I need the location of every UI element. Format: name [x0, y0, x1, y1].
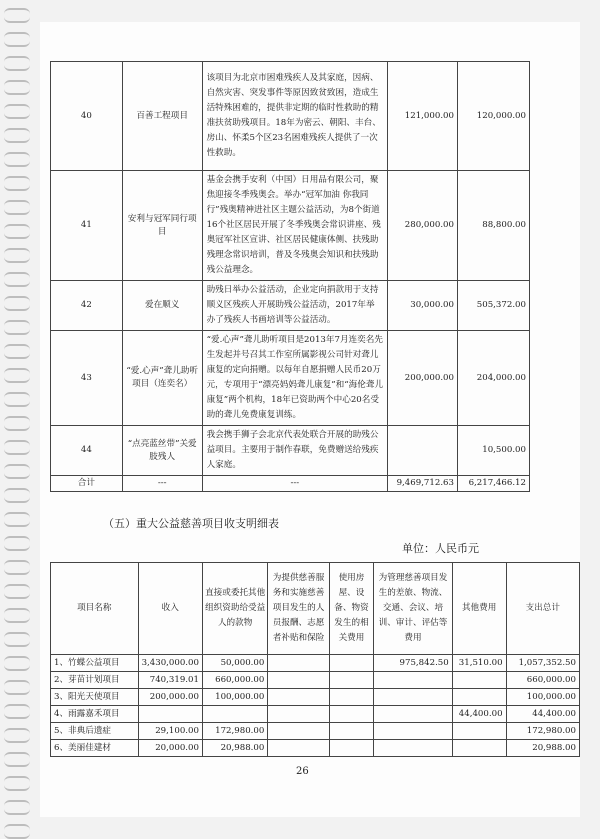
- binder-ring: [4, 440, 30, 455]
- amount-cell: 20,000.00: [138, 740, 202, 757]
- column-header: 收入: [138, 563, 202, 655]
- amount-cell: 50,000.00: [202, 655, 267, 672]
- binder-ring: [4, 368, 30, 383]
- binder-ring: [4, 776, 30, 791]
- project-table: [50, 61, 530, 492]
- amount-cell: [268, 723, 329, 740]
- amount-cell: [202, 706, 267, 723]
- binder-ring: [4, 464, 30, 479]
- binder-ring: [4, 32, 30, 47]
- amount-cell: [374, 689, 453, 706]
- amount-cell: 200,000.00: [138, 689, 202, 706]
- amount-income: [388, 426, 458, 476]
- total-income: 9,469,712.63: [388, 476, 458, 492]
- binder-ring: [4, 704, 30, 719]
- amount-cell: 31,510.00: [452, 655, 506, 672]
- amount-cell: 44,400.00: [506, 706, 579, 723]
- binder-ring: [4, 272, 30, 287]
- table-row: [51, 740, 580, 757]
- column-header: 项目名称: [51, 563, 139, 655]
- binder-ring: [4, 248, 30, 263]
- project-name: 安利与冠军同行项目: [122, 171, 202, 281]
- section-title: （五）重大公益慈善项目收支明细表: [103, 517, 279, 530]
- binder-ring: [4, 824, 30, 839]
- binder-ring: [4, 152, 30, 167]
- project-name: 3、阳光天使项目: [51, 689, 139, 706]
- amount-expense: 120,000.00: [458, 62, 530, 171]
- amount-cell: 660,000.00: [506, 672, 579, 689]
- amount-cell: [268, 740, 329, 757]
- table-row: [51, 171, 530, 281]
- amount-cell: [329, 723, 374, 740]
- project-name: 爱在顺义: [122, 281, 202, 331]
- amount-cell: [268, 672, 329, 689]
- binder-ring: [4, 728, 30, 743]
- amount-cell: 29,100.00: [138, 723, 202, 740]
- project-name: 百善工程项目: [122, 62, 202, 171]
- amount-cell: 44,400.00: [452, 706, 506, 723]
- binder-ring: [4, 536, 30, 551]
- amount-cell: 3,430,000.00: [138, 655, 202, 672]
- binder-ring: [4, 344, 30, 359]
- page-number: 26: [296, 766, 309, 777]
- amount-cell: [452, 723, 506, 740]
- binder-ring: [4, 296, 30, 311]
- table-row: [51, 723, 580, 740]
- amount-expense: 204,000.00: [458, 331, 530, 426]
- table-row: [51, 62, 530, 171]
- unit-label: 单位：人民币元: [402, 542, 479, 555]
- amount-cell: [452, 672, 506, 689]
- amount-cell: [329, 706, 374, 723]
- row-number: 44: [51, 426, 123, 476]
- amount-cell: 20,988.00: [202, 740, 267, 757]
- amount-cell: [374, 723, 453, 740]
- project-name: 5、非典后遗症: [51, 723, 139, 740]
- binder-ring: [4, 80, 30, 95]
- binder-ring: [4, 224, 30, 239]
- binder-ring: [4, 56, 30, 71]
- row-number: 43: [51, 331, 123, 426]
- project-description: 我会携手狮子会北京代表处联合开展的助残公益项目。主要用于制作春联，免费赠送给残疾人家庭。: [202, 426, 387, 476]
- row-number: 42: [51, 281, 123, 331]
- binder-ring: [4, 128, 30, 143]
- major-project-table: [50, 562, 580, 757]
- column-header: 使用房屋、设备、物资发生的相关费用: [329, 563, 374, 655]
- table-row: [51, 426, 530, 476]
- column-header: 为提供慈善服务和实施慈善项目发生的人员报酬、志愿者补贴和保险: [268, 563, 329, 655]
- binder-ring: [4, 656, 30, 671]
- binder-ring: [4, 104, 30, 119]
- amount-cell: [329, 740, 374, 757]
- total-row: [51, 476, 530, 492]
- amount-cell: 740,319.01: [138, 672, 202, 689]
- binder-ring: [4, 416, 30, 431]
- binder-ring: [4, 752, 30, 767]
- project-description: 基金会携手安利（中国）日用品有限公司，聚焦迎接冬季残奥会。举办“冠军加油 你我同行”残奥精神进社区主题公益活动，为8个街道16个社区居民开展了冬季残奥会常识讲座、残奥冠军社区宣讲、社区居民健康体侧、扶残助残理念常识培训，普及冬残奥会知识和扶残助残公益理念。: [202, 171, 387, 281]
- binder-spine: [0, 0, 36, 825]
- amount-cell: [374, 740, 453, 757]
- total-expense: 6,217,466.12: [458, 476, 530, 492]
- amount-income: 121,000.00: [388, 62, 458, 171]
- binder-ring: [4, 800, 30, 815]
- amount-cell: [268, 655, 329, 672]
- amount-income: 200,000.00: [388, 331, 458, 426]
- column-header: 为管理慈善项目发生的差旅、物流、交通、会议、培训、审计、评估等费用: [374, 563, 453, 655]
- amount-income: 30,000.00: [388, 281, 458, 331]
- amount-cell: [452, 740, 506, 757]
- amount-cell: [374, 672, 453, 689]
- row-number: 40: [51, 62, 123, 171]
- amount-cell: [138, 706, 202, 723]
- column-header: 直接或委托其他组织资助给受益人的款物: [202, 563, 267, 655]
- table-row: [51, 672, 580, 689]
- table-row: [51, 281, 530, 331]
- binder-ring: [4, 8, 30, 23]
- binder-ring: [4, 632, 30, 647]
- amount-cell: 1,057,352.50: [506, 655, 579, 672]
- project-name: 6、美丽佳建材: [51, 740, 139, 757]
- total-dash: ---: [202, 476, 387, 492]
- binder-ring: [4, 512, 30, 527]
- amount-expense: 505,372.00: [458, 281, 530, 331]
- table-row: [51, 706, 580, 723]
- project-name: “爱.心声”聋儿助听项目（连奕名）: [122, 331, 202, 426]
- project-name: 4、雨露嘉禾项目: [51, 706, 139, 723]
- project-description: “爱.心声”聋儿助听项目是2013年7月连奕名先生发起并号召其工作室所属影视公司针对聋儿康复的定向捐赠。以每年自愿捐赠人民币20万元，专项用于“漂亮妈妈聋儿康复”和“海伦聋儿康复”两个机构，18年已资助两个中心20名受助的聋儿免费康复训练。: [202, 331, 387, 426]
- column-header: 其他费用: [452, 563, 506, 655]
- amount-cell: [268, 689, 329, 706]
- binder-ring: [4, 560, 30, 575]
- binder-ring: [4, 392, 30, 407]
- amount-expense: 88,800.00: [458, 171, 530, 281]
- column-header: 支出总计: [506, 563, 579, 655]
- amount-cell: [374, 706, 453, 723]
- amount-cell: 172,980.00: [202, 723, 267, 740]
- table-row: [51, 655, 580, 672]
- table-row: [51, 689, 580, 706]
- total-label: 合计: [51, 476, 123, 492]
- total-dash: ---: [122, 476, 202, 492]
- row-number: 41: [51, 171, 123, 281]
- amount-expense: 10,500.00: [458, 426, 530, 476]
- amount-cell: 100,000.00: [202, 689, 267, 706]
- project-description: 助残日举办公益活动，企业定向捐款用于支持顺义区残疾人开展助残公益活动，2017年举办了残疾人书画培训等公益活动。: [202, 281, 387, 331]
- amount-cell: [452, 689, 506, 706]
- amount-cell: [329, 672, 374, 689]
- binder-ring: [4, 584, 30, 599]
- binder-ring: [4, 488, 30, 503]
- project-name: 2、芽苗计划项目: [51, 672, 139, 689]
- amount-cell: 975,842.50: [374, 655, 453, 672]
- project-name: 1、竹蝶公益项目: [51, 655, 139, 672]
- amount-cell: [329, 689, 374, 706]
- amount-cell: [329, 655, 374, 672]
- amount-cell: [268, 706, 329, 723]
- project-name: “点亮蓝丝带”关爱肢残人: [122, 426, 202, 476]
- amount-cell: 20,988.00: [506, 740, 579, 757]
- binder-ring: [4, 200, 30, 215]
- amount-cell: 660,000.00: [202, 672, 267, 689]
- amount-income: 280,000.00: [388, 171, 458, 281]
- project-description: 该项目为北京市困难残疾人及其家庭，因病、自然灾害、突发事件等原因致贫致困，造成生活特殊困难的，提供非定期的临时性救助的精准扶贫助残项目。18年为密云、朝阳、丰台、房山、怀柔5个区23名困难残疾人提供了一次性救助。: [202, 62, 387, 171]
- binder-ring: [4, 680, 30, 695]
- amount-cell: 100,000.00: [506, 689, 579, 706]
- amount-cell: 172,980.00: [506, 723, 579, 740]
- binder-ring: [4, 608, 30, 623]
- binder-ring: [4, 176, 30, 191]
- binder-ring: [4, 320, 30, 335]
